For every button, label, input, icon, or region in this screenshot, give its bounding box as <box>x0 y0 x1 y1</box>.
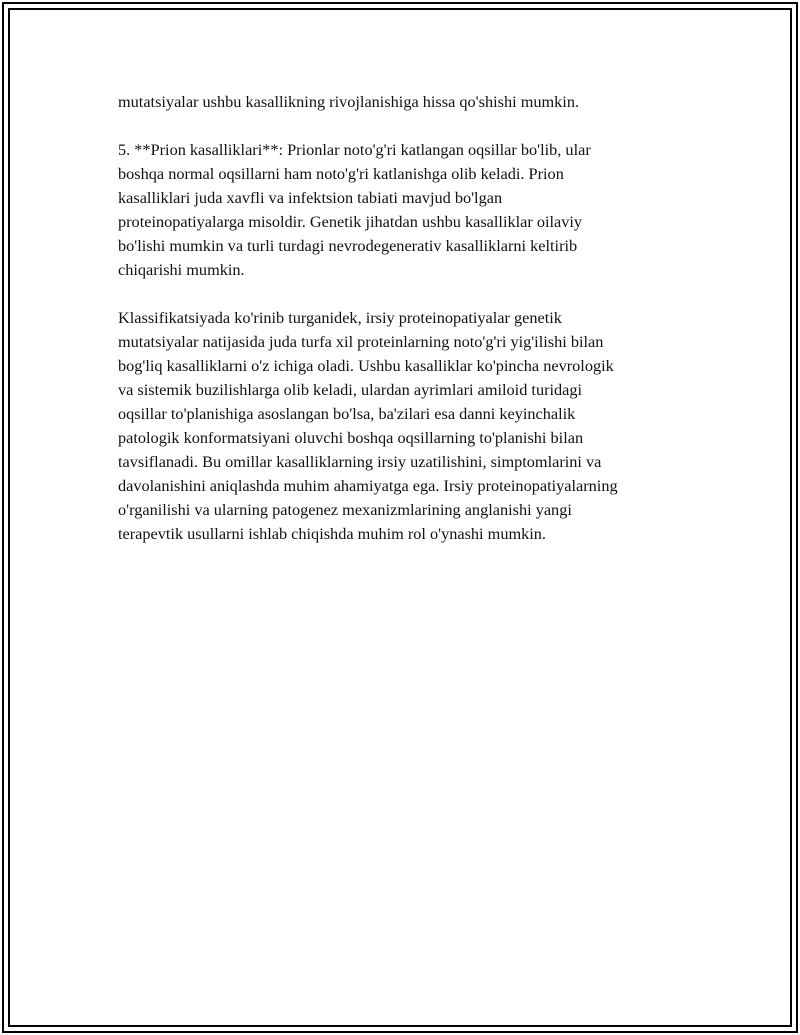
document-body <box>118 90 688 570</box>
paragraph-classification-summary: Klassifikatsiyada ko'rinib turganidek, irsiy proteinopatiyalar genetik mutatsiyalar natijasida juda turfa xil proteinlarning noto'g'ri yig'ilishi bilan bog'liq kasalliklarni o'z ichiga oladi. Ushbu kasalliklar ko'pincha nevrologik va sistemik buzilishlarga olib keladi, ulardan ayrimlari amiloid turidagi oqsillar to'planishiga asoslangan bo'lsa, ba'zilari esa danni keyinchalik patologik konformatsiyani oluvchi boshqa oqsillarning to'planishi bilan tavsiflanadi. Bu omillar kasalliklarning irsiy uzatilishini, simptomlarini va davolanishini aniqlashda muhim ahamiyatga ega. Irsiy proteinopatiyalarning o'rganilishi va ularning patogenez mexanizmlarining anglanishi yangi terapevtik usullarni ishlab chiqishda muhim rol o'ynashi mumkin. <box>118 308 618 543</box>
paragraph-continuation: mutatsiyalar ushbu kasallikning rivojlanishiga hissa qo'shishi mumkin. <box>118 92 580 111</box>
paragraph-prion-diseases: 5. **Prion kasalliklari**: Prionlar noto'g'ri katlangan oqsillar bo'lib, ular boshqa normal oqsillarni ham noto'g'ri katlanishga olib keladi. Prion kasalliklari juda xavfli va infektsion tabiati mavjud bo'lgan proteinopatiyalarga misoldir. Genetik jihatdan ushbu kasalliklar oilaviy bo'lishi mumkin va turli turdagi nevrodegenerativ kasalliklarni keltirib chiqarishi mumkin. <box>118 140 591 279</box>
